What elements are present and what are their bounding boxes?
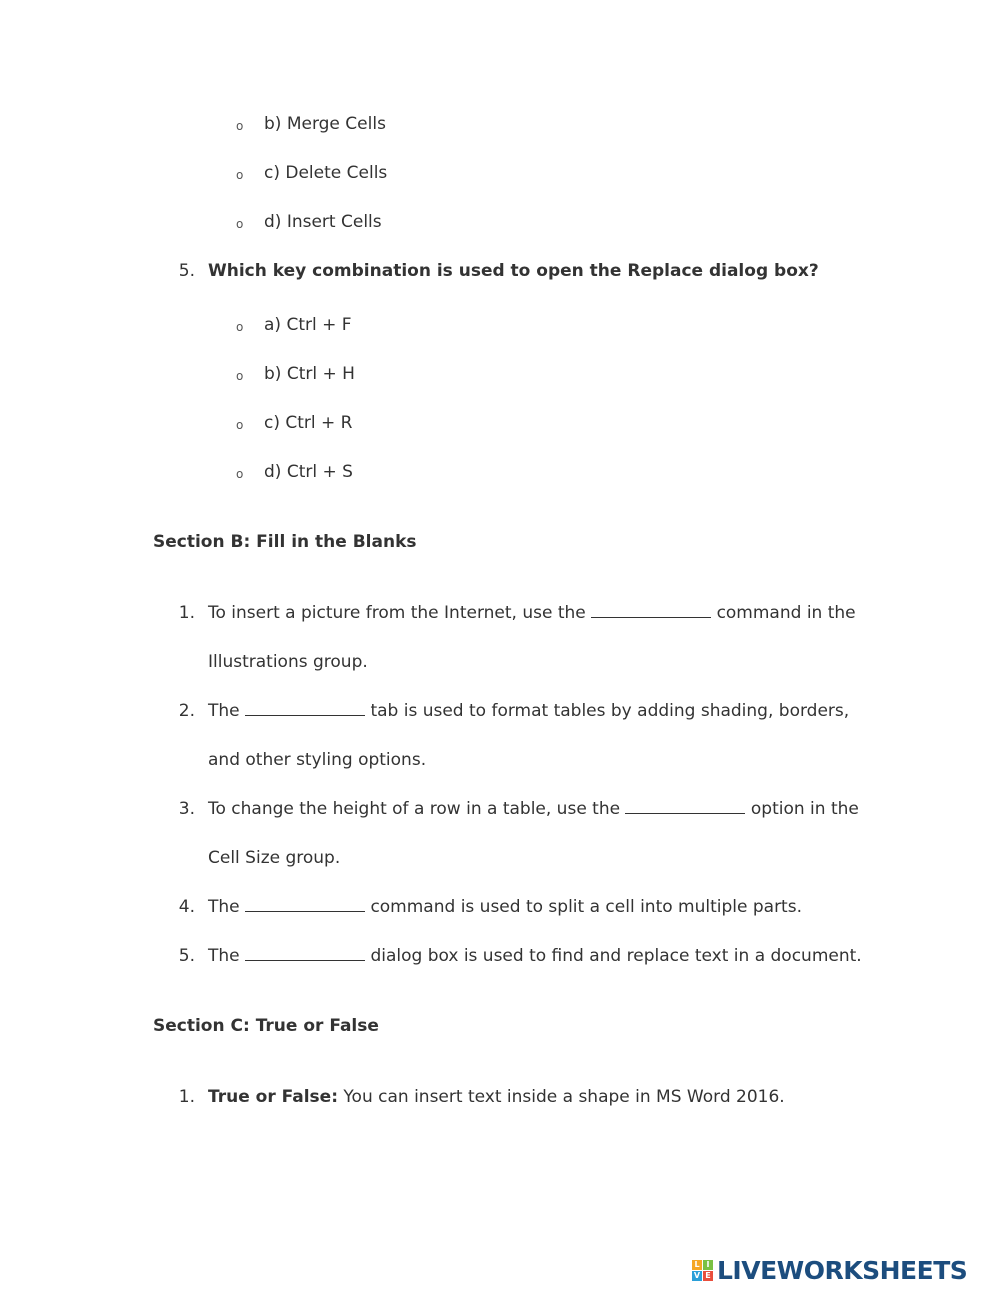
b1-before: To insert a picture from the Internet, use the <box>208 603 586 623</box>
b4-number: 4. <box>178 897 195 917</box>
bullet-icon: o <box>236 369 244 383</box>
logo-mark-letter: V <box>693 1270 701 1280</box>
b2-text <box>208 700 849 722</box>
b4-text <box>208 896 802 918</box>
b5-blank <box>245 945 365 961</box>
q4-option-d: d) Insert Cells <box>264 212 382 232</box>
b5-text <box>208 945 862 967</box>
b3-before: To change the height of a row in a table, use the <box>208 799 621 819</box>
bullet-icon: o <box>236 217 244 231</box>
bullet-icon: o <box>236 168 244 182</box>
liveworksheets-logo <box>692 1255 967 1285</box>
q4-option-c: c) Delete Cells <box>264 163 388 183</box>
bullet-icon: o <box>236 119 244 133</box>
b3-after: option in the <box>750 799 859 819</box>
c1-text <box>208 1086 785 1108</box>
b4-after: command is used to split a cell into multiple parts. <box>370 897 802 917</box>
b3-text <box>208 798 859 820</box>
logo-mark-letter: I <box>703 1260 713 1270</box>
b5-before: The <box>208 946 240 966</box>
b3-number: 3. <box>178 799 195 819</box>
q5-option-b: b) Ctrl + H <box>264 364 355 384</box>
bullet-icon: o <box>236 320 244 334</box>
section-b-heading: Section B: Fill in the Blanks <box>153 532 417 552</box>
logo-text: LIVEWORKSHEETS <box>717 1255 968 1285</box>
q5-option-d: d) Ctrl + S <box>264 462 353 482</box>
q5-number: 5. <box>178 261 195 281</box>
b2-before: The <box>208 701 240 721</box>
b1-number: 1. <box>178 603 195 623</box>
b5-after: dialog box is used to find and replace text in a document. <box>370 946 862 966</box>
b1-continuation: Illustrations group. <box>208 652 368 672</box>
q5-question: Which key combination is used to open the Replace dialog box? <box>208 261 819 281</box>
q4-option-b: b) Merge Cells <box>264 114 386 134</box>
b1-text <box>208 602 856 624</box>
b2-number: 2. <box>178 701 195 721</box>
section-c-heading: Section C: True or False <box>153 1016 379 1036</box>
b5-number: 5. <box>178 946 195 966</box>
q5-option-a: a) Ctrl + F <box>264 315 352 335</box>
b2-blank <box>245 700 365 716</box>
b4-before: The <box>208 897 240 917</box>
c1-label: True or False: <box>208 1087 339 1107</box>
b2-after: tab is used to format tables by adding shading, borders, <box>370 701 850 721</box>
logo-mark-letter: E <box>703 1271 713 1281</box>
q5-option-c: c) Ctrl + R <box>264 413 353 433</box>
bullet-icon: o <box>236 467 244 481</box>
logo-mark-icon <box>692 1260 713 1281</box>
b1-after: command in the <box>716 603 856 623</box>
bullet-icon: o <box>236 418 244 432</box>
b4-blank <box>245 896 365 912</box>
logo-mark-letter: L <box>692 1260 702 1270</box>
c1-statement: You can insert text inside a shape in MS Word 2016. <box>343 1087 785 1107</box>
b2-continuation: and other styling options. <box>208 750 427 770</box>
b1-blank <box>591 602 711 618</box>
c1-number: 1. <box>178 1087 195 1107</box>
b3-continuation: Cell Size group. <box>208 848 341 868</box>
b3-blank <box>625 798 745 814</box>
